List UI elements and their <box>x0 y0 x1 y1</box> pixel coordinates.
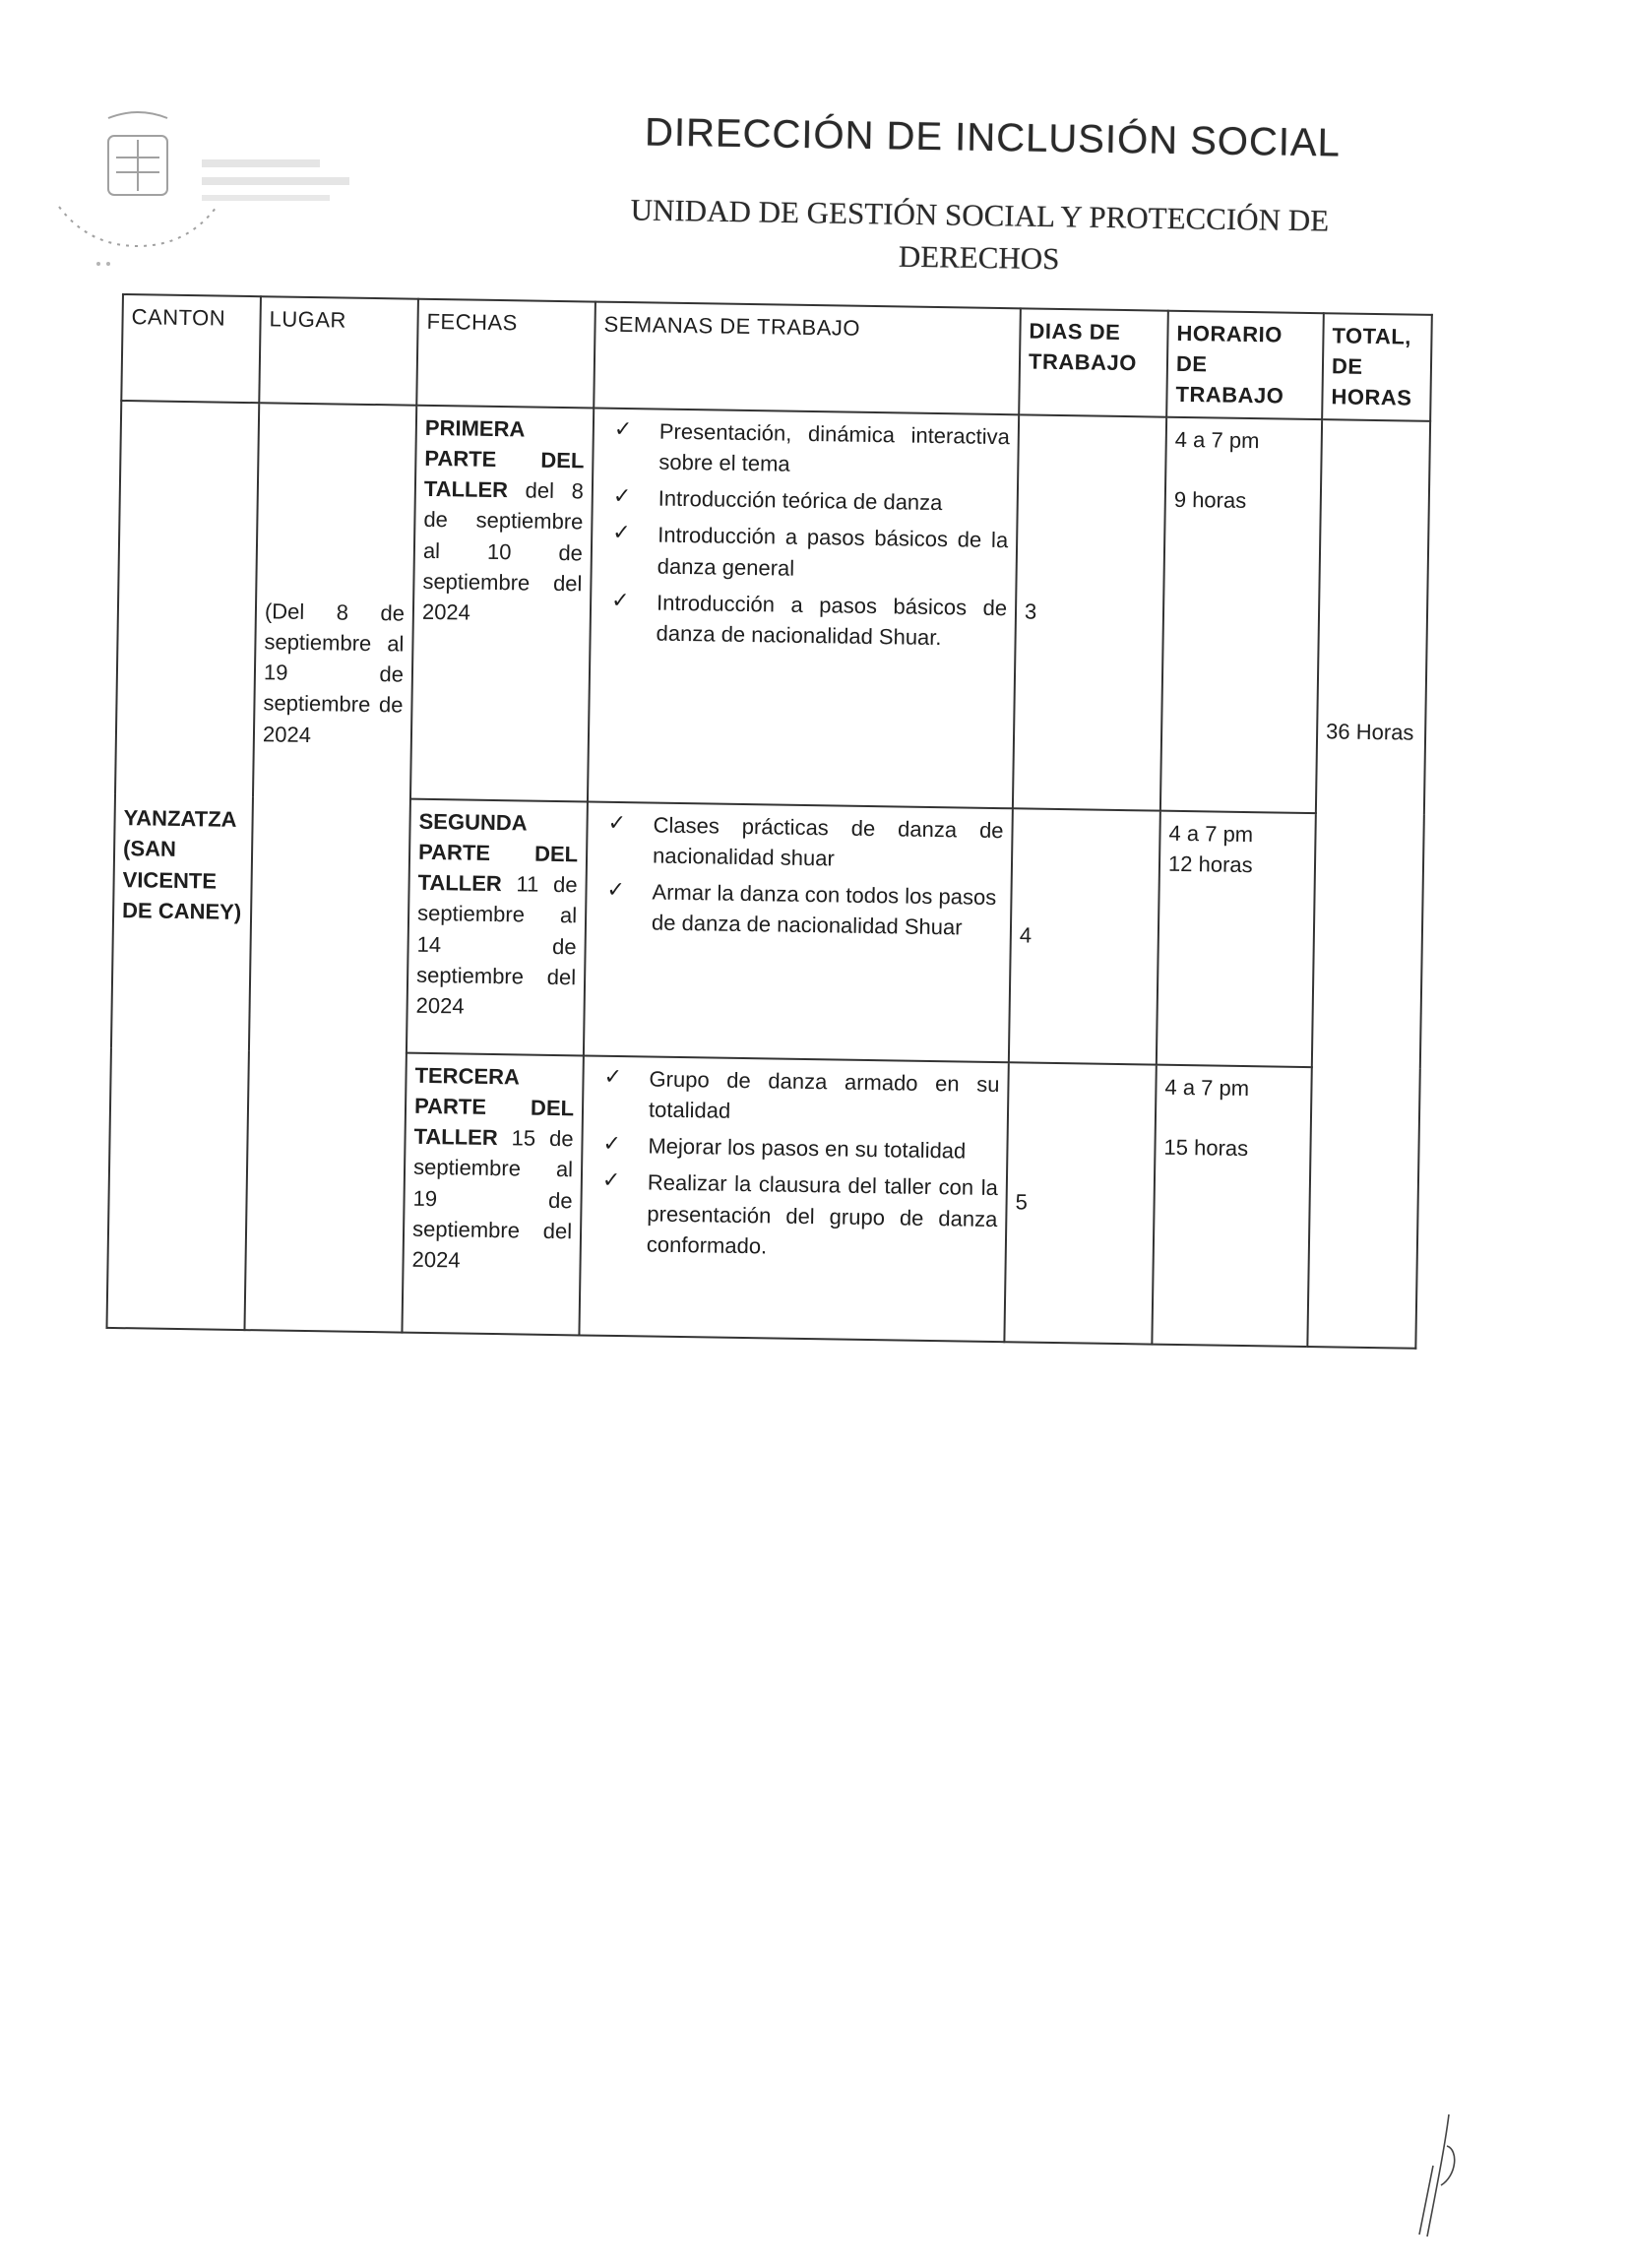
list-item: ✓ Introducción teórica de danza <box>658 483 1009 520</box>
horario-cell <box>1160 416 1322 812</box>
activity-list <box>595 808 1004 943</box>
check-icon: ✓ <box>612 520 631 545</box>
horario-cell <box>1157 810 1316 1066</box>
check-icon: ✓ <box>602 1130 622 1157</box>
check-icon: ✓ <box>612 483 632 509</box>
fecha-dates: 15 de septiembre al 19 de septiembre del 2024 <box>411 1125 574 1273</box>
semanas-cell <box>588 408 1019 808</box>
schedule-table <box>105 293 1432 1349</box>
semanas-cell <box>584 801 1013 1062</box>
list-item: ✓ Introducción a pasos básicos de la danza general <box>657 520 1008 587</box>
fecha-dates: 11 de septiembre al 14 de septiembre del 2024 <box>415 871 578 1019</box>
horario-hours: 12 horas <box>1167 850 1253 878</box>
list-item: ✓ Mejorar los pasos en su totalidad <box>648 1131 998 1167</box>
schedule-table-wrapper <box>105 293 1430 1349</box>
fecha-part-label: SEGUNDA PARTE DEL TALLER <box>417 808 579 897</box>
fecha-cell <box>407 798 588 1055</box>
dias-cell: 5 <box>1004 1062 1156 1344</box>
list-item: ✓ Realizar la clausura del taller con la presentación del grupo de danza conformado. <box>647 1167 998 1265</box>
check-icon: ✓ <box>603 1063 623 1089</box>
list-item: ✓ Grupo de danza armado en su totalidad <box>649 1063 1000 1130</box>
activity-list <box>590 1062 1000 1265</box>
fecha-part-label: PRIMERA PARTE DEL TALLER <box>423 414 585 503</box>
signature-mark <box>1398 2107 1476 2244</box>
list-item: ✓ Clases prácticas de danza de nacionalidad shuar <box>653 809 1004 876</box>
dias-cell: 3 <box>1013 414 1166 810</box>
horario-hours: 15 horas <box>1163 1134 1249 1162</box>
header-canton: CANTON <box>121 294 261 403</box>
table-row <box>115 401 1430 815</box>
fecha-cell <box>402 1052 583 1335</box>
list-item: ✓ Introducción a pasos básicos de danza de nacionalidad Shuar. <box>656 587 1007 654</box>
check-icon: ✓ <box>610 587 630 613</box>
horario-hours: 9 horas <box>1173 486 1247 513</box>
subtitle-line-2: DERECHOS <box>898 238 1060 277</box>
page-title: DIRECCIÓN DE INCLUSIÓN SOCIAL <box>644 110 1342 165</box>
check-icon: ✓ <box>601 1167 621 1193</box>
header-horario: HORARIO DE TRABAJO <box>1166 311 1324 419</box>
activity-list <box>598 414 1010 654</box>
check-icon: ✓ <box>606 876 626 903</box>
list-item: ✓ Presentación, dinámica interactiva sobre el tema <box>658 415 1010 482</box>
horario-cell <box>1152 1064 1311 1346</box>
fecha-dates: del 8 de septiembre al 10 de septiembre del 2024 <box>421 477 585 625</box>
header-total: TOTAL, DE HORAS <box>1322 313 1432 420</box>
total-hours: 36 Horas <box>1325 718 1414 745</box>
semanas-cell <box>579 1055 1008 1342</box>
total-cell <box>1307 419 1430 1349</box>
lugar-text: (Del 8 de septiembre al 19 de septiembre de 2024 <box>262 598 406 747</box>
header-dias: DIAS DE TRABAJO <box>1019 308 1168 416</box>
check-icon: ✓ <box>607 809 627 835</box>
institution-logo <box>39 98 433 276</box>
list-item: ✓ Armar la danza con todos los pasos de danza de nacionalidad Shuar <box>652 877 1003 944</box>
page-subtitle <box>555 188 1403 285</box>
subtitle-line-1: UNIDAD DE GESTIÓN SOCIAL Y PROTECCIÓN DE <box>630 192 1330 238</box>
check-icon: ✓ <box>613 415 633 441</box>
header-fechas: FECHAS <box>416 299 595 409</box>
fecha-part-label: TERCERA PARTE DEL TALLER <box>413 1062 575 1151</box>
lugar-cell <box>244 403 416 1332</box>
horario-time: 4 a 7 pm <box>1168 820 1254 847</box>
horario-time: 4 a 7 pm <box>1174 426 1260 453</box>
dias-cell: 4 <box>1009 808 1160 1064</box>
canton-cell: YANZATZA (SAN VICENTE DE CANEY) <box>106 401 259 1330</box>
horario-time: 4 a 7 pm <box>1164 1074 1250 1101</box>
table-header-row <box>121 294 1432 421</box>
fecha-cell <box>410 405 594 801</box>
header-lugar: LUGAR <box>259 296 418 405</box>
header-semanas: SEMANAS DE TRABAJO <box>594 302 1021 414</box>
